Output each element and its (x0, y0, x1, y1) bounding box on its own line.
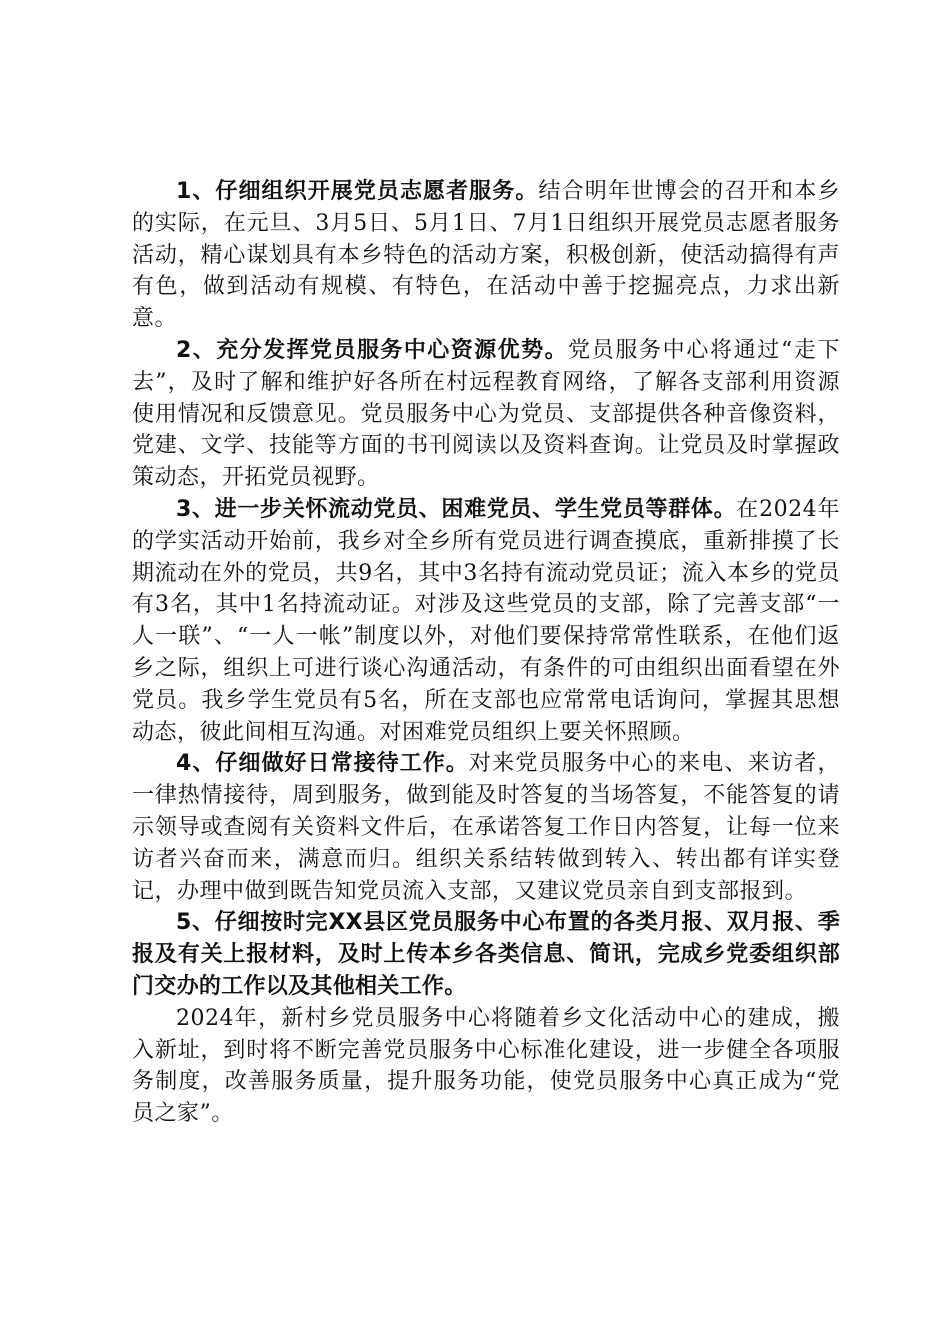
paragraph-heading: 4、仔细做好日常接待工作。 (176, 751, 469, 777)
paragraph-body: 党员服务中心将通过“走下去”，及时了解和维护好各所在村远程教育网络，了解各支部利用资源使用情况和反馈意见。党员服务中心为党员、支部提供各种音像资料，党建、文学、技能等方面的书刊阅读以及资料查询。让党员及时掌握政策动态，开拓党员视野。 (132, 337, 840, 491)
paragraph-body: 对来党员服务中心的来电、来访者，一律热情接待，周到服务，做到能及时答复的当场答复，不能答复的请示领导或查阅有关资料文件后，在承诺答复工作日内答复，让每一位来访者兴奋而来，满意而归。组织关系结转做到转入、转出都有详实登记，办理中做到既告知党员流入支部，又建议党员亲自到支部报到。 (132, 751, 840, 904)
paragraph-conclusion: 2024年，新村乡党员服务中心将随着乡文化活动中心的建成，搬入新址，到时将不断完善党员服务中心标准化建设，进一步健全各项服务制度，改善服务质量，提升服务功能，使党员服务中心真正成为“党员之家”。 (132, 1005, 840, 1127)
paragraph-care-groups (132, 494, 840, 748)
paragraph-resource-advantage (132, 335, 840, 494)
paragraph-body: 结合明年世博会的召开和本乡的实际，在元旦、3月5日、5月1日、7月1日组织开展党员志愿者服务活动，精心谋划具有本乡特色的活动方案，积极创新，使活动搞得有声有色，做到活动有规模、有特色，在活动中善于挖掘亮点，力求出新意。 (132, 179, 840, 332)
paragraph-body: 在2024年的学实活动开始前，我乡对全乡所有党员进行调查摸底，重新排摸了长期流动在外的党员，共9名，其中3名持有流动党员证；流入本乡的党员有3名，其中1名持流动证。对涉及这些党员的支部，除了完善支部“一人一联”、“一人一帐”制度以外，对他们要保持常常性联系，在他们返乡之际，组织上可进行谈心沟通活动，有条件的可由组织出面看望在外党员。我乡学生党员有5名，所在支部也应常常电话询问，掌握其思想动态，彼此间相互沟通。对困难党员组织上要关怀照顾。 (132, 496, 840, 745)
paragraph-heading: 1、仔细组织开展党员志愿者服务。 (176, 179, 539, 204)
document-page (132, 176, 840, 1130)
paragraph-reporting-tasks: 5、仔细按时完XX县区党员服务中心布置的各类月报、双月报、季报及有关上报材料，及时上传本乡各类信息、简讯，完成乡党委组织部门交办的工作以及其他相关工作。 (132, 910, 840, 999)
paragraph-reception-work (132, 748, 840, 907)
paragraph-heading: 3、进一步关怀流动党员、困难党员、学生党员等群体。 (176, 496, 737, 522)
paragraph-heading: 2、充分发挥党员服务中心资源优势。 (176, 337, 569, 363)
paragraph-volunteer-service (132, 176, 840, 335)
